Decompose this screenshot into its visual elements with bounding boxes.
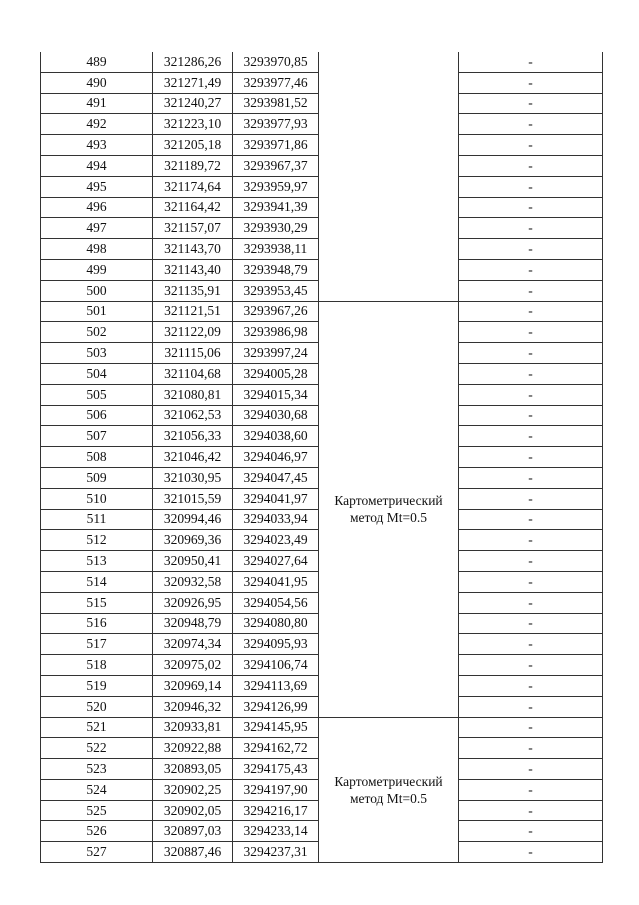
x-coordinate-cell: 320969,14 [153, 675, 233, 696]
table-row [41, 301, 603, 322]
error-cell: - [459, 800, 603, 821]
y-coordinate-cell: 3293930,29 [233, 218, 319, 239]
y-coordinate-cell: 3294046,97 [233, 447, 319, 468]
point-number-cell: 518 [41, 655, 153, 676]
x-coordinate-cell: 320902,25 [153, 779, 233, 800]
error-cell: - [459, 717, 603, 738]
point-number-cell: 520 [41, 696, 153, 717]
x-coordinate-cell: 321122,09 [153, 322, 233, 343]
y-coordinate-cell: 3294106,74 [233, 655, 319, 676]
y-coordinate-cell: 3293941,39 [233, 197, 319, 218]
error-cell: - [459, 592, 603, 613]
x-coordinate-cell: 321164,42 [153, 197, 233, 218]
x-coordinate-cell: 320897,03 [153, 821, 233, 842]
y-coordinate-cell: 3294054,56 [233, 592, 319, 613]
y-coordinate-cell: 3294033,94 [233, 509, 319, 530]
x-coordinate-cell: 321056,33 [153, 426, 233, 447]
error-cell: - [459, 551, 603, 572]
y-coordinate-cell: 3294113,69 [233, 675, 319, 696]
x-coordinate-cell: 321223,10 [153, 114, 233, 135]
error-cell: - [459, 52, 603, 72]
error-cell: - [459, 343, 603, 364]
point-number-cell: 490 [41, 72, 153, 93]
method-cell: Картометрический метод Mt=0.5 [319, 301, 459, 717]
x-coordinate-cell: 320950,41 [153, 551, 233, 572]
point-number-cell: 504 [41, 363, 153, 384]
y-coordinate-cell: 3294027,64 [233, 551, 319, 572]
point-number-cell: 521 [41, 717, 153, 738]
point-number-cell: 519 [41, 675, 153, 696]
x-coordinate-cell: 321205,18 [153, 135, 233, 156]
point-number-cell: 523 [41, 759, 153, 780]
y-coordinate-cell: 3294162,72 [233, 738, 319, 759]
y-coordinate-cell: 3293948,79 [233, 259, 319, 280]
x-coordinate-cell: 321115,06 [153, 343, 233, 364]
y-coordinate-cell: 3294175,43 [233, 759, 319, 780]
y-coordinate-cell: 3293938,11 [233, 239, 319, 260]
x-coordinate-cell: 320926,95 [153, 592, 233, 613]
error-cell: - [459, 218, 603, 239]
table-row [41, 717, 603, 738]
error-cell: - [459, 613, 603, 634]
y-coordinate-cell: 3293967,26 [233, 301, 319, 322]
x-coordinate-cell: 321030,95 [153, 467, 233, 488]
point-number-cell: 524 [41, 779, 153, 800]
error-cell: - [459, 197, 603, 218]
x-coordinate-cell: 320946,32 [153, 696, 233, 717]
x-coordinate-cell: 320902,05 [153, 800, 233, 821]
y-coordinate-cell: 3293997,24 [233, 343, 319, 364]
x-coordinate-cell: 320969,36 [153, 530, 233, 551]
error-cell: - [459, 239, 603, 260]
point-number-cell: 499 [41, 259, 153, 280]
y-coordinate-cell: 3294197,90 [233, 779, 319, 800]
error-cell: - [459, 405, 603, 426]
point-number-cell: 510 [41, 488, 153, 509]
error-cell: - [459, 467, 603, 488]
error-cell: - [459, 675, 603, 696]
y-coordinate-cell: 3294237,31 [233, 842, 319, 863]
x-coordinate-cell: 321174,64 [153, 176, 233, 197]
y-coordinate-cell: 3294005,28 [233, 363, 319, 384]
point-number-cell: 489 [41, 52, 153, 72]
error-cell: - [459, 530, 603, 551]
point-number-cell: 517 [41, 634, 153, 655]
x-coordinate-cell: 320922,88 [153, 738, 233, 759]
error-cell: - [459, 821, 603, 842]
y-coordinate-cell: 3293971,86 [233, 135, 319, 156]
x-coordinate-cell: 320933,81 [153, 717, 233, 738]
y-coordinate-cell: 3294023,49 [233, 530, 319, 551]
point-number-cell: 498 [41, 239, 153, 260]
x-coordinate-cell: 321121,51 [153, 301, 233, 322]
y-coordinate-cell: 3294015,34 [233, 384, 319, 405]
error-cell: - [459, 759, 603, 780]
point-number-cell: 515 [41, 592, 153, 613]
error-cell: - [459, 842, 603, 863]
error-cell: - [459, 509, 603, 530]
x-coordinate-cell: 321240,27 [153, 93, 233, 114]
y-coordinate-cell: 3294095,93 [233, 634, 319, 655]
y-coordinate-cell: 3293977,46 [233, 72, 319, 93]
x-coordinate-cell: 321080,81 [153, 384, 233, 405]
point-number-cell: 495 [41, 176, 153, 197]
point-number-cell: 506 [41, 405, 153, 426]
x-coordinate-cell: 320893,05 [153, 759, 233, 780]
error-cell: - [459, 571, 603, 592]
point-number-cell: 511 [41, 509, 153, 530]
error-cell: - [459, 696, 603, 717]
point-number-cell: 522 [41, 738, 153, 759]
method-cell: Картометрический метод Mt=0.5 [319, 717, 459, 863]
point-number-cell: 496 [41, 197, 153, 218]
point-number-cell: 493 [41, 135, 153, 156]
x-coordinate-cell: 320975,02 [153, 655, 233, 676]
coordinates-table [40, 52, 603, 863]
y-coordinate-cell: 3294145,95 [233, 717, 319, 738]
point-number-cell: 514 [41, 571, 153, 592]
y-coordinate-cell: 3293959,97 [233, 176, 319, 197]
y-coordinate-cell: 3293953,45 [233, 280, 319, 301]
y-coordinate-cell: 3294047,45 [233, 467, 319, 488]
error-cell: - [459, 634, 603, 655]
point-number-cell: 513 [41, 551, 153, 572]
x-coordinate-cell: 320994,46 [153, 509, 233, 530]
x-coordinate-cell: 321046,42 [153, 447, 233, 468]
y-coordinate-cell: 3293967,37 [233, 155, 319, 176]
point-number-cell: 501 [41, 301, 153, 322]
y-coordinate-cell: 3294041,97 [233, 488, 319, 509]
point-number-cell: 502 [41, 322, 153, 343]
point-number-cell: 526 [41, 821, 153, 842]
point-number-cell: 491 [41, 93, 153, 114]
error-cell: - [459, 779, 603, 800]
error-cell: - [459, 155, 603, 176]
coordinates-table-body [41, 52, 603, 863]
x-coordinate-cell: 321189,72 [153, 155, 233, 176]
point-number-cell: 500 [41, 280, 153, 301]
x-coordinate-cell: 321015,59 [153, 488, 233, 509]
point-number-cell: 525 [41, 800, 153, 821]
point-number-cell: 494 [41, 155, 153, 176]
y-coordinate-cell: 3294038,60 [233, 426, 319, 447]
error-cell: - [459, 322, 603, 343]
x-coordinate-cell: 320948,79 [153, 613, 233, 634]
error-cell: - [459, 259, 603, 280]
error-cell: - [459, 384, 603, 405]
x-coordinate-cell: 321143,40 [153, 259, 233, 280]
x-coordinate-cell: 320887,46 [153, 842, 233, 863]
method-cell [319, 52, 459, 301]
error-cell: - [459, 738, 603, 759]
point-number-cell: 508 [41, 447, 153, 468]
x-coordinate-cell: 321143,70 [153, 239, 233, 260]
point-number-cell: 507 [41, 426, 153, 447]
error-cell: - [459, 488, 603, 509]
point-number-cell: 512 [41, 530, 153, 551]
y-coordinate-cell: 3293970,85 [233, 52, 319, 72]
error-cell: - [459, 114, 603, 135]
point-number-cell: 505 [41, 384, 153, 405]
x-coordinate-cell: 321135,91 [153, 280, 233, 301]
x-coordinate-cell: 320932,58 [153, 571, 233, 592]
y-coordinate-cell: 3294041,95 [233, 571, 319, 592]
y-coordinate-cell: 3293986,98 [233, 322, 319, 343]
x-coordinate-cell: 321157,07 [153, 218, 233, 239]
y-coordinate-cell: 3294233,14 [233, 821, 319, 842]
point-number-cell: 516 [41, 613, 153, 634]
table-row [41, 52, 603, 72]
error-cell: - [459, 176, 603, 197]
error-cell: - [459, 72, 603, 93]
point-number-cell: 527 [41, 842, 153, 863]
x-coordinate-cell: 321286,26 [153, 52, 233, 72]
x-coordinate-cell: 320974,34 [153, 634, 233, 655]
point-number-cell: 509 [41, 467, 153, 488]
y-coordinate-cell: 3294080,80 [233, 613, 319, 634]
y-coordinate-cell: 3294030,68 [233, 405, 319, 426]
point-number-cell: 497 [41, 218, 153, 239]
y-coordinate-cell: 3294216,17 [233, 800, 319, 821]
error-cell: - [459, 363, 603, 384]
point-number-cell: 492 [41, 114, 153, 135]
x-coordinate-cell: 321104,68 [153, 363, 233, 384]
error-cell: - [459, 280, 603, 301]
y-coordinate-cell: 3293977,93 [233, 114, 319, 135]
error-cell: - [459, 93, 603, 114]
error-cell: - [459, 301, 603, 322]
y-coordinate-cell: 3294126,99 [233, 696, 319, 717]
error-cell: - [459, 447, 603, 468]
x-coordinate-cell: 321062,53 [153, 405, 233, 426]
error-cell: - [459, 135, 603, 156]
x-coordinate-cell: 321271,49 [153, 72, 233, 93]
error-cell: - [459, 655, 603, 676]
point-number-cell: 503 [41, 343, 153, 364]
error-cell: - [459, 426, 603, 447]
y-coordinate-cell: 3293981,52 [233, 93, 319, 114]
